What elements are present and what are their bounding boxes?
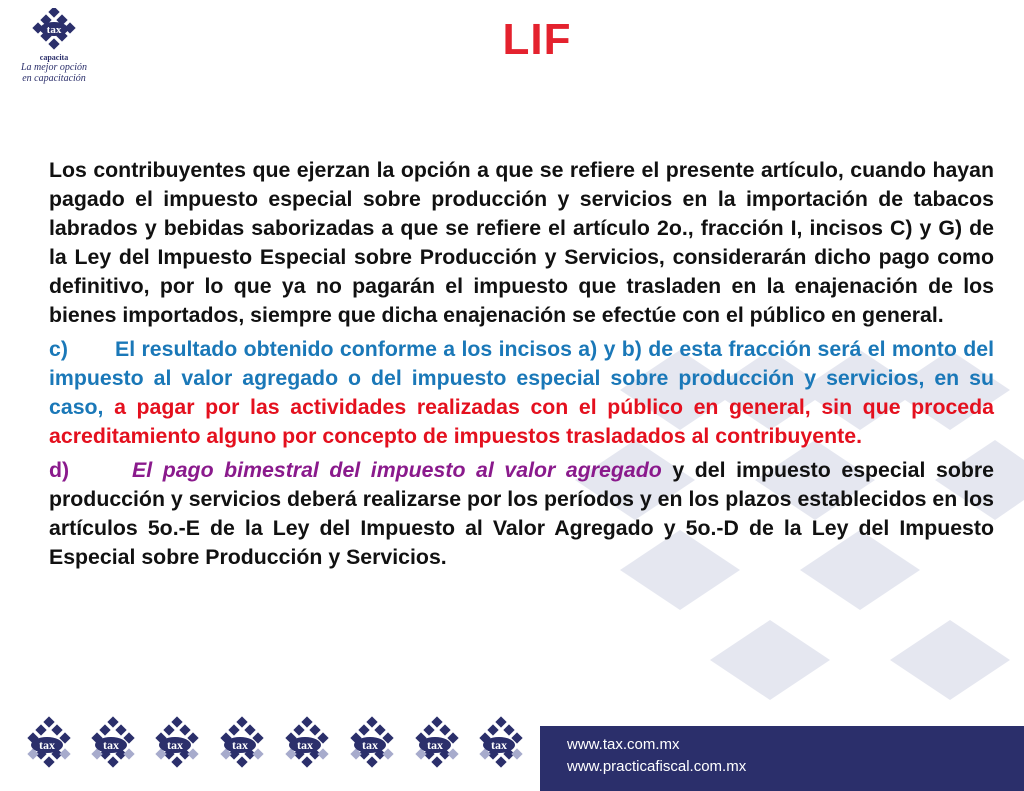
paragraph-d-purple-text: El pago bimestral del impuesto al valor agregado: [132, 458, 662, 482]
footer-logo-icon: [278, 716, 336, 770]
footer-url-practicafiscal[interactable]: www.practicafiscal.com.mx: [567, 758, 747, 775]
footer-bar: [540, 726, 1024, 791]
paragraph-intro: Los contribuyentes que ejerzan la opción a que se refiere el presente artículo, cuando hayan pagado el impuesto especial sobre producción y servicios en la importación de tabacos labrados y bebidas saborizadas a que se refiere el artículo 2o., fracción I, incisos C) y G) de la Ley del Impuesto Especial sobre Producción y Servicios, considerarán dicho pago como definitivo, por lo que ya no pagarán el impuesto que trasladen en la enajenación de los bienes importados, siempre que dicha enajenación se efectúe con el público en general.: [49, 158, 994, 327]
logo-tagline-1: capacita: [39, 53, 69, 62]
logo-tagline-2: La mejor opción: [20, 62, 88, 73]
footer-logo-icon: [148, 716, 206, 770]
paragraph-d-black-text: y del impuesto especial sobre producción y servicios deberá realizarse por los períodos y en los plazos establecidos en los artículos 5o.-E de la Ley del Impuesto al Valor Agregado y 5o.-D de la Ley del Impuesto Especial sobre Producción y Servicios.: [49, 458, 994, 569]
footer-logo-icon: [20, 716, 78, 770]
paragraph-c-red-text: a pagar por las actividades realizadas con el público en general, sin que proceda acreditamiento alguno por concepto de impuestos trasladados al contribuyente.: [49, 395, 994, 448]
page-title: LIF: [502, 15, 572, 64]
paragraph-d: [49, 456, 994, 572]
paragraph-c: [49, 335, 994, 451]
logo-tagline-3: en capacitación: [22, 73, 86, 84]
footer-logo-icon: [408, 716, 466, 770]
footer-logo-strip: [20, 716, 540, 776]
slide-body: [49, 156, 994, 577]
paragraph-c-label: c): [49, 337, 68, 361]
footer-logo-icon: [84, 716, 142, 770]
footer-logo-icon: [343, 716, 401, 770]
footer-logo-icon: [213, 716, 271, 770]
paragraph-d-label: d): [49, 458, 70, 482]
logo-brand-text: tax: [46, 24, 62, 36]
paragraph-c-blue-text: El resultado obtenido conforme a los incisos a) y b) de esta fracción será el monto del impuesto al valor agregado o del impuesto especial sobre producción y servicios, en su caso,: [49, 337, 994, 419]
footer-url-tax[interactable]: www.tax.com.mx: [567, 736, 680, 753]
footer-logo-icon: [472, 716, 530, 770]
